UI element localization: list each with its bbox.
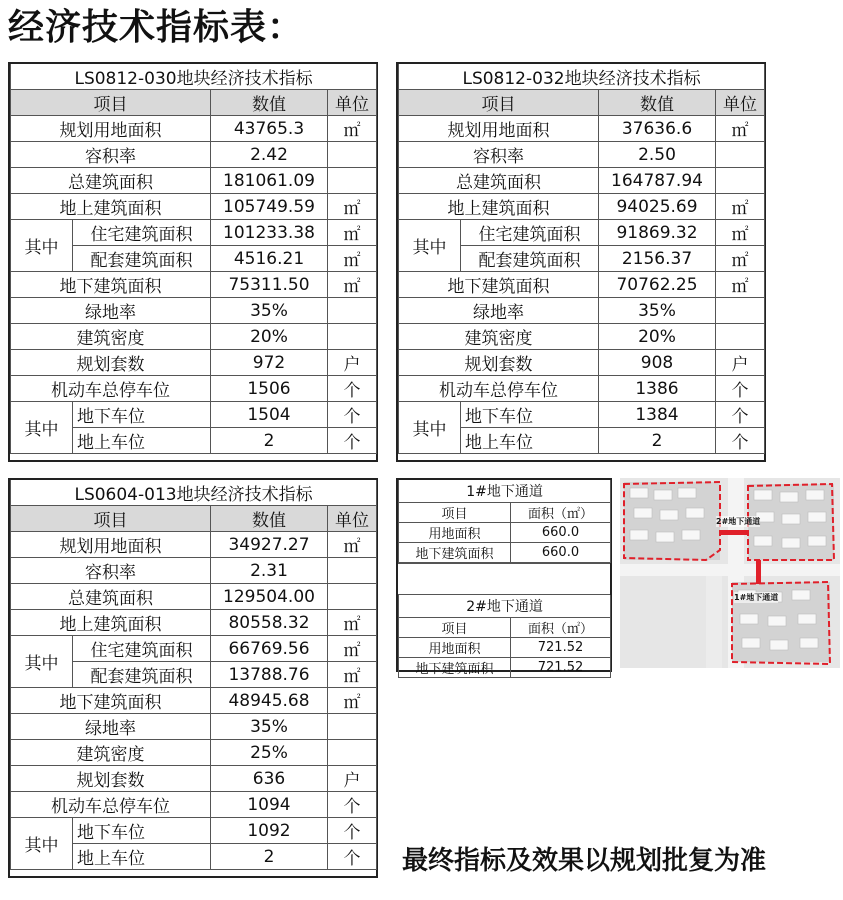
row-value: 2 (599, 428, 716, 454)
row-label: 配套建筑面积 (73, 246, 211, 272)
row-unit (328, 298, 377, 324)
row-unit: ㎡ (716, 272, 765, 298)
row-label: 绿地率 (11, 714, 211, 740)
row-unit: 户 (328, 350, 377, 376)
row-unit (716, 298, 765, 324)
row-value: 91869.32 (599, 220, 716, 246)
row-unit: ㎡ (328, 662, 377, 688)
row-label: 地下建筑面积 (11, 272, 211, 298)
row-label: 建筑密度 (399, 324, 599, 350)
row-label: 住宅建筑面积 (73, 220, 211, 246)
row-label: 建筑密度 (11, 324, 211, 350)
page-title: 经济技术指标表： (8, 7, 305, 48)
row-value: 2 (211, 428, 328, 454)
row-unit: 个 (328, 402, 377, 428)
row-unit: 个 (716, 428, 765, 454)
row-label: 配套建筑面积 (73, 662, 211, 688)
row-unit: ㎡ (328, 194, 377, 220)
row-label: 容积率 (11, 142, 211, 168)
group-label: 其中 (11, 402, 73, 454)
row-value: 20% (211, 324, 328, 350)
row-unit: 个 (328, 818, 377, 844)
passage-row-value: 660.0 (511, 543, 611, 563)
table-ls0604-013 (8, 478, 378, 878)
row-value: 34927.27 (211, 532, 328, 558)
header-value: 数值 (211, 506, 328, 532)
passage-col-item: 项目 (399, 503, 511, 523)
row-label: 总建筑面积 (11, 584, 211, 610)
passage-label-2: 2#地下通道 (716, 517, 761, 526)
row-label: 机动车总停车位 (11, 376, 211, 402)
row-unit: ㎡ (328, 688, 377, 714)
row-value: 48945.68 (211, 688, 328, 714)
row-label: 地下车位 (73, 402, 211, 428)
disclaimer-note: 最终指标及效果以规划批复为准 (402, 846, 767, 876)
row-unit (328, 142, 377, 168)
row-unit: ㎡ (716, 194, 765, 220)
row-value: 13788.76 (211, 662, 328, 688)
row-value: 908 (599, 350, 716, 376)
row-unit: ㎡ (328, 220, 377, 246)
row-value: 66769.56 (211, 636, 328, 662)
group-label: 其中 (399, 220, 461, 272)
site-plan-drawing (620, 478, 840, 668)
row-unit: ㎡ (328, 272, 377, 298)
table-ls0812-032 (396, 62, 766, 462)
row-unit (716, 168, 765, 194)
passage-row-label: 地下建筑面积 (399, 543, 511, 563)
row-label: 机动车总停车位 (399, 376, 599, 402)
row-unit: ㎡ (716, 246, 765, 272)
row-value: 2 (211, 844, 328, 870)
passage-col-item: 项目 (399, 618, 511, 638)
row-value: 181061.09 (211, 168, 328, 194)
row-label: 规划用地面积 (399, 116, 599, 142)
row-label: 规划用地面积 (11, 532, 211, 558)
indicator-table (398, 64, 765, 454)
group-label: 其中 (11, 636, 73, 688)
row-label: 地下建筑面积 (399, 272, 599, 298)
indicator-table (10, 64, 377, 454)
row-value: 2.31 (211, 558, 328, 584)
passage-row-value: 721.52 (511, 638, 611, 658)
table-caption: LS0812-030地块经济技术指标 (11, 64, 377, 90)
row-label: 容积率 (399, 142, 599, 168)
row-value: 25% (211, 740, 328, 766)
row-value: 2.42 (211, 142, 328, 168)
row-unit (328, 168, 377, 194)
row-label: 机动车总停车位 (11, 792, 211, 818)
group-label: 其中 (11, 818, 73, 870)
row-value: 80558.32 (211, 610, 328, 636)
row-label: 地上建筑面积 (11, 610, 211, 636)
row-label: 地下建筑面积 (11, 688, 211, 714)
row-value: 94025.69 (599, 194, 716, 220)
row-label: 地下车位 (73, 818, 211, 844)
header-item: 项目 (11, 506, 211, 532)
row-label: 配套建筑面积 (461, 246, 599, 272)
row-unit: ㎡ (328, 116, 377, 142)
passage-label-1: 1#地下通道 (734, 593, 779, 602)
row-unit: 个 (716, 376, 765, 402)
row-unit: 户 (716, 350, 765, 376)
row-unit (328, 558, 377, 584)
row-value: 101233.38 (211, 220, 328, 246)
row-label: 容积率 (11, 558, 211, 584)
header-unit: 单位 (328, 506, 377, 532)
row-label: 绿地率 (399, 298, 599, 324)
row-unit: 个 (328, 792, 377, 818)
row-unit: ㎡ (716, 116, 765, 142)
row-label: 地上车位 (73, 428, 211, 454)
row-label: 总建筑面积 (11, 168, 211, 194)
header-unit: 单位 (328, 90, 377, 116)
row-unit (328, 714, 377, 740)
row-label: 建筑密度 (11, 740, 211, 766)
row-value: 35% (211, 714, 328, 740)
row-unit: 个 (328, 376, 377, 402)
passage-table-2 (398, 595, 611, 678)
table-caption: LS0604-013地块经济技术指标 (11, 480, 377, 506)
row-unit (716, 142, 765, 168)
row-value: 636 (211, 766, 328, 792)
row-unit (328, 584, 377, 610)
passage-col-area: 面积（㎡） (511, 618, 611, 638)
table-ls0812-030 (8, 62, 378, 462)
group-label: 其中 (399, 402, 461, 454)
passage-table-1 (398, 480, 611, 563)
row-value: 43765.3 (211, 116, 328, 142)
row-unit (328, 740, 377, 766)
header-value: 数值 (599, 90, 716, 116)
row-value: 35% (599, 298, 716, 324)
row-unit: ㎡ (716, 220, 765, 246)
row-unit: ㎡ (328, 246, 377, 272)
row-label: 总建筑面积 (399, 168, 599, 194)
row-label: 规划套数 (399, 350, 599, 376)
row-value: 129504.00 (211, 584, 328, 610)
passage-row-label: 用地面积 (399, 638, 511, 658)
row-label: 地上建筑面积 (11, 194, 211, 220)
row-label: 规划套数 (11, 350, 211, 376)
header-item: 项目 (11, 90, 211, 116)
row-unit: ㎡ (328, 532, 377, 558)
row-value: 1386 (599, 376, 716, 402)
row-value: 75311.50 (211, 272, 328, 298)
row-value: 37636.6 (599, 116, 716, 142)
row-value: 105749.59 (211, 194, 328, 220)
row-value: 2.50 (599, 142, 716, 168)
row-value: 164787.94 (599, 168, 716, 194)
passage-row-value: 721.52 (511, 658, 611, 678)
row-value: 70762.25 (599, 272, 716, 298)
row-label: 地上车位 (461, 428, 599, 454)
header-item: 项目 (399, 90, 599, 116)
row-value: 4516.21 (211, 246, 328, 272)
row-label: 地上车位 (73, 844, 211, 870)
header-unit: 单位 (716, 90, 765, 116)
row-unit: 个 (328, 844, 377, 870)
row-value: 1092 (211, 818, 328, 844)
row-label: 规划套数 (11, 766, 211, 792)
passage-tables (396, 478, 612, 677)
passage-row-value: 660.0 (511, 523, 611, 543)
row-label: 地上建筑面积 (399, 194, 599, 220)
site-plan-map (620, 478, 840, 668)
passage-row-label: 地下建筑面积 (399, 658, 511, 678)
row-value: 2156.37 (599, 246, 716, 272)
row-label: 规划用地面积 (11, 116, 211, 142)
row-value: 20% (599, 324, 716, 350)
group-label: 其中 (11, 220, 73, 272)
row-unit: 户 (328, 766, 377, 792)
row-value: 1094 (211, 792, 328, 818)
row-value: 1384 (599, 402, 716, 428)
row-value: 972 (211, 350, 328, 376)
row-value: 35% (211, 298, 328, 324)
indicator-table (10, 480, 377, 870)
row-unit: ㎡ (328, 610, 377, 636)
row-value: 1504 (211, 402, 328, 428)
row-unit (716, 324, 765, 350)
row-label: 地下车位 (461, 402, 599, 428)
row-label: 绿地率 (11, 298, 211, 324)
row-value: 1506 (211, 376, 328, 402)
row-unit (328, 324, 377, 350)
row-label: 住宅建筑面积 (461, 220, 599, 246)
passage-row-label: 用地面积 (399, 523, 511, 543)
passage-caption: 1#地下通道 (399, 480, 611, 503)
passage-col-area: 面积（㎡） (511, 503, 611, 523)
table-caption: LS0812-032地块经济技术指标 (399, 64, 765, 90)
row-label: 住宅建筑面积 (73, 636, 211, 662)
passage-caption: 2#地下通道 (399, 595, 611, 618)
row-unit: 个 (328, 428, 377, 454)
row-unit: 个 (716, 402, 765, 428)
header-value: 数值 (211, 90, 328, 116)
row-unit: ㎡ (328, 636, 377, 662)
